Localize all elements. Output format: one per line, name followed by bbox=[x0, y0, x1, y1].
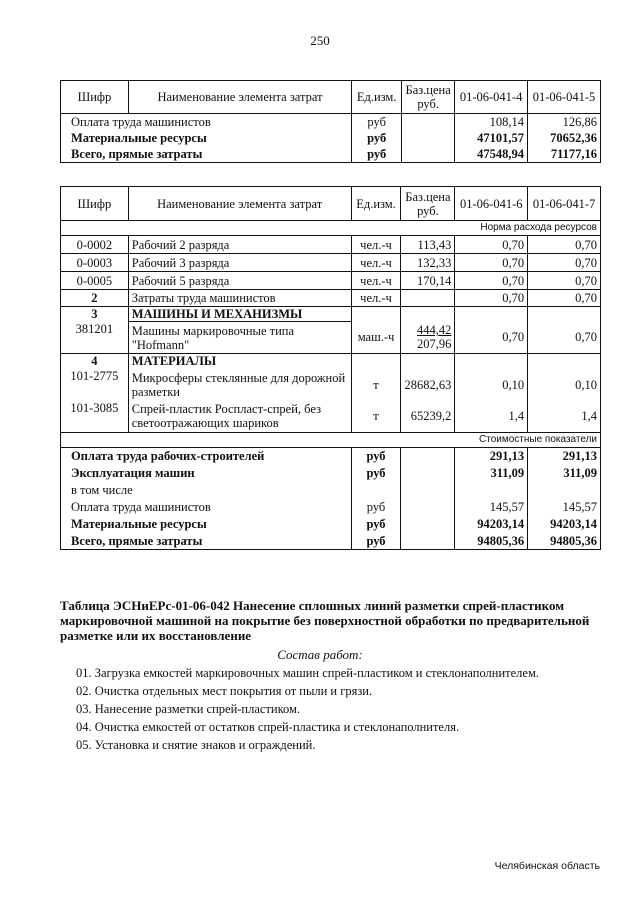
section-row: 4 МАТЕРИАЛЫ bbox=[61, 354, 601, 369]
list-item: 03. Нанесение разметки спрей-пластиком. bbox=[76, 702, 301, 716]
table-row: Материальные ресурсы руб 47101,57 70652,36 bbox=[61, 130, 601, 146]
list-item: 02. Очистка отдельных мест покрытия от пыли и грязи. bbox=[76, 684, 373, 698]
cost-table-2 bbox=[60, 186, 601, 550]
header-price: Баз.цена руб. bbox=[402, 81, 455, 114]
table-row: 0-0005 Рабочий 5 разряда чел.-ч 170,14 0,70 0,70 bbox=[61, 272, 601, 290]
table-row: Оплата труда машинистов руб 108,14 126,86 bbox=[61, 114, 601, 130]
header-price: Баз.цена руб. bbox=[401, 187, 455, 221]
machine-price-total: 444,42 bbox=[416, 323, 452, 338]
page-number: 250 bbox=[310, 33, 330, 48]
footer-region: Челябинская область bbox=[494, 860, 600, 872]
section-title: Таблица ЭСНиЕРс-01-06-042 Нанесение сплошных линий разметки спрей-пластиком маркировочной машиной на покрытие без поверхностной обработки по предварительной разметке или их восстановление bbox=[60, 598, 590, 643]
list-item: 01. Загрузка емкостей маркировочных машин спрей-пластиком и стеклонаполнителем. bbox=[76, 666, 540, 680]
table-row: Эксплуатация машин руб 311,09 311,09 bbox=[61, 465, 601, 482]
header-name: Наименование элемента затрат bbox=[128, 81, 351, 114]
header-code: Шифр bbox=[61, 81, 129, 114]
header-col1: 01-06-041-4 bbox=[455, 81, 528, 114]
section-row: 3 МАШИНЫ И МЕХАНИЗМЫ bbox=[61, 307, 601, 322]
table-row: Оплата труда рабочих-строителей руб 291,13 291,13 bbox=[61, 448, 601, 465]
header-col1: 01-06-041-6 bbox=[455, 187, 528, 221]
table-row: Всего, прямые затраты руб 47548,94 71177,16 bbox=[61, 146, 601, 163]
header-col2: 01-06-041-7 bbox=[528, 187, 601, 221]
list-item: 04. Очистка емкостей от остатков спрей-пластика и стеклонаполнителя. bbox=[76, 720, 460, 734]
header-unit: Ед.изм. bbox=[352, 81, 402, 114]
table-row: Оплата труда машинистов руб 145,57 145,57 bbox=[61, 499, 601, 516]
table-row: в том числе bbox=[61, 482, 601, 499]
table-row: 0-0003 Рабочий 3 разряда чел.-ч 132,33 0,70 0,70 bbox=[61, 254, 601, 272]
table-row: Материальные ресурсы руб 94203,14 94203,14 bbox=[61, 516, 601, 533]
cost-label: Стоимостные показатели bbox=[61, 433, 601, 448]
list-item: 05. Установка и снятие знаков и ограждений. bbox=[76, 738, 316, 752]
header-name: Наименование элемента затрат bbox=[128, 187, 351, 221]
work-heading: Состав работ: bbox=[277, 647, 363, 662]
header-col2: 01-06-041-5 bbox=[528, 81, 601, 114]
norm-label: Норма расхода ресурсов bbox=[61, 221, 601, 236]
cost-table-1 bbox=[60, 80, 601, 163]
table-row: 101-3085 Спрей-пластик Роспласт-спрей, без светоотражающих шариков т 65239,2 1,4 1,4 bbox=[61, 401, 601, 433]
table-row: 101-2775 Микросферы стеклянные для дорожной разметки т 28682,63 0,10 0,10 bbox=[61, 369, 601, 401]
table-row: 381201 Машины маркировочные типа "Hofmann" маш.-ч 444,42 207,96 0,70 0,70 bbox=[61, 322, 601, 354]
header-code: Шифр bbox=[61, 187, 129, 221]
table-row: 2 Затраты труда машинистов чел.-ч 0,70 0,70 bbox=[61, 290, 601, 307]
table-row: Всего, прямые затраты руб 94805,36 94805,36 bbox=[61, 533, 601, 550]
work-steps-list bbox=[76, 664, 539, 754]
header-unit: Ед.изм. bbox=[351, 187, 401, 221]
machine-price-wage: 207,96 bbox=[416, 337, 452, 352]
table-row: 0-0002 Рабочий 2 разряда чел.-ч 113,43 0,70 0,70 bbox=[61, 236, 601, 254]
